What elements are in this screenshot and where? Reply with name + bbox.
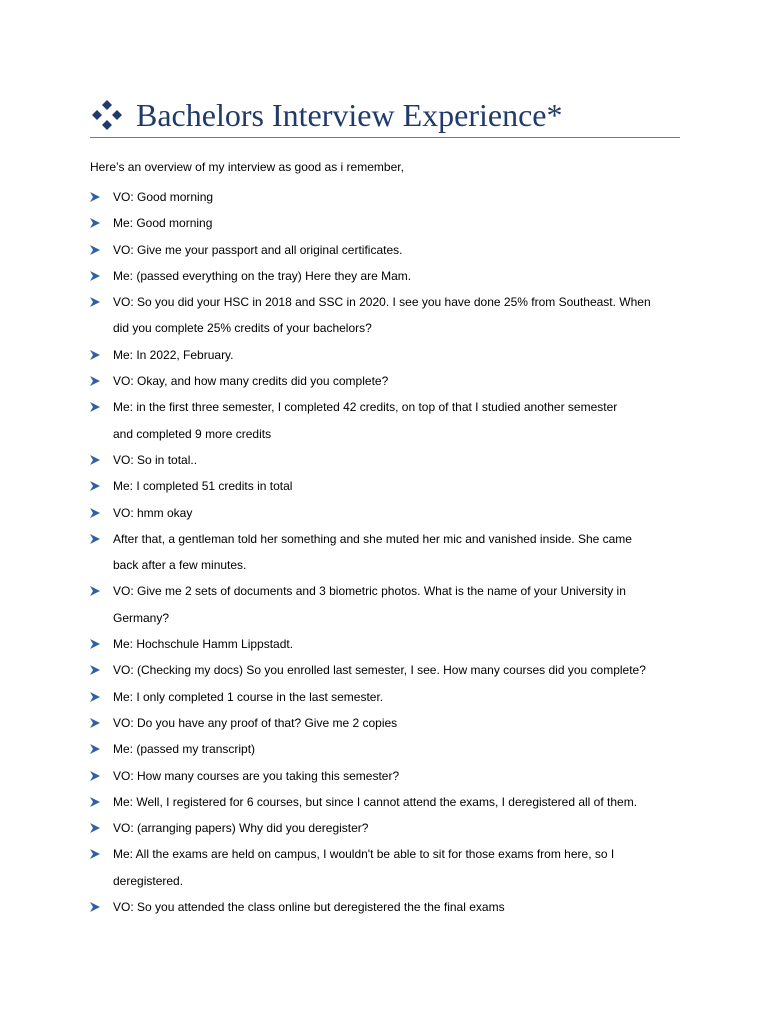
list-item <box>90 210 690 236</box>
list-item <box>90 894 690 920</box>
list-item-text: VO: So you attended the class online but deregistered the the final exams <box>113 900 505 915</box>
arrow-bullet-icon <box>90 771 100 781</box>
list-item-text: Me: All the exams are held on campus, I wouldn't be able to sit for those exams from here, so I deregistered. <box>113 847 615 888</box>
list-item <box>90 657 690 683</box>
list-item-text: Me: (passed my transcript) <box>113 742 256 757</box>
list-item <box>90 841 690 894</box>
list-item-text: Me: in the first three semester, I completed 42 credits, on top of that I studied another semester and completed 9 more credits <box>113 400 618 441</box>
arrow-bullet-icon <box>90 797 100 807</box>
arrow-bullet-icon <box>90 376 100 386</box>
arrow-bullet-icon <box>90 481 100 491</box>
list-item-text: VO: Do you have any proof of that? Give me 2 copies <box>113 715 398 730</box>
list-item-text: VO: (arranging papers) Why did you deregister? <box>113 821 369 836</box>
list-item-text: Me: Good morning <box>113 216 213 231</box>
list-item <box>90 473 690 499</box>
heading-divider <box>90 137 680 138</box>
list-item-text: VO: Give me 2 sets of documents and 3 biometric photos. What is the name of your University in Germany? <box>113 584 626 625</box>
list-item <box>90 631 690 657</box>
arrow-bullet-icon <box>90 534 100 544</box>
list-item-text: After that, a gentleman told her something and she muted her mic and vanished inside. She came back after a few minutes. <box>113 531 632 573</box>
list-item <box>90 500 690 526</box>
list-item <box>90 342 690 368</box>
list-item <box>90 368 690 394</box>
arrow-bullet-icon <box>90 744 100 754</box>
list-item-text: VO: So you did your HSC in 2018 and SSC in 2020. I see you have done 25% from Southeast. When did you complete 25% credits of your bachelors? <box>113 295 651 336</box>
list-item <box>90 237 690 263</box>
list-item <box>90 526 690 579</box>
arrow-bullet-icon <box>90 586 100 596</box>
list-item-text: VO: Okay, and how many credits did you complete? <box>113 374 389 389</box>
arrow-bullet-icon <box>90 639 100 649</box>
list-item-text: VO: hmm okay <box>113 505 193 520</box>
page-title: Bachelors Interview Experience* <box>136 97 563 133</box>
arrow-bullet-icon <box>90 508 100 518</box>
arrow-bullet-icon <box>90 350 100 360</box>
arrow-bullet-icon <box>90 271 100 281</box>
interview-list <box>90 184 690 920</box>
list-item <box>90 263 690 289</box>
list-item <box>90 789 690 815</box>
document-heading <box>90 92 680 138</box>
arrow-bullet-icon <box>90 218 100 228</box>
list-item-text: VO: Give me your passport and all original certificates. <box>113 242 403 257</box>
list-item-text: Me: Well, I registered for 6 courses, but since I cannot attend the exams, I deregistered all of them. <box>113 794 638 809</box>
list-item <box>90 447 690 473</box>
list-item <box>90 578 690 631</box>
list-item <box>90 763 690 789</box>
four-diamond-bullet-icon <box>90 98 124 132</box>
arrow-bullet-icon <box>90 245 100 255</box>
arrow-bullet-icon <box>90 849 100 859</box>
list-item-text: Me: I only completed 1 course in the last semester. <box>113 689 384 704</box>
list-item-text: Me: In 2022, February. <box>113 347 234 362</box>
arrow-bullet-icon <box>90 718 100 728</box>
arrow-bullet-icon <box>90 692 100 702</box>
list-item-text: VO: How many courses are you taking this semester? <box>113 768 400 783</box>
list-item-text: Me: I completed 51 credits in total <box>113 479 293 494</box>
list-item <box>90 289 690 342</box>
list-item-text: Me: (passed everything on the tray) Here they are Mam. <box>113 268 412 283</box>
arrow-bullet-icon <box>90 665 100 675</box>
arrow-bullet-icon <box>90 402 100 412</box>
list-item <box>90 710 690 736</box>
list-item <box>90 184 690 210</box>
list-item <box>90 684 690 710</box>
arrow-bullet-icon <box>90 823 100 833</box>
arrow-bullet-icon <box>90 902 100 912</box>
list-item-text: Me: Hochschule Hamm Lippstadt. <box>113 637 294 652</box>
arrow-bullet-icon <box>90 455 100 465</box>
arrow-bullet-icon <box>90 297 100 307</box>
intro-text: Here’s an overview of my interview as good as i remember, <box>90 160 404 174</box>
list-item-text: VO: (Checking my docs) So you enrolled last semester, I see. How many courses did you complete? <box>113 663 646 678</box>
arrow-bullet-icon <box>90 192 100 202</box>
list-item-text: VO: So in total.. <box>113 452 198 467</box>
list-item <box>90 394 690 447</box>
list-item-text: VO: Good morning <box>113 190 214 204</box>
list-item <box>90 736 690 762</box>
list-item <box>90 815 690 841</box>
